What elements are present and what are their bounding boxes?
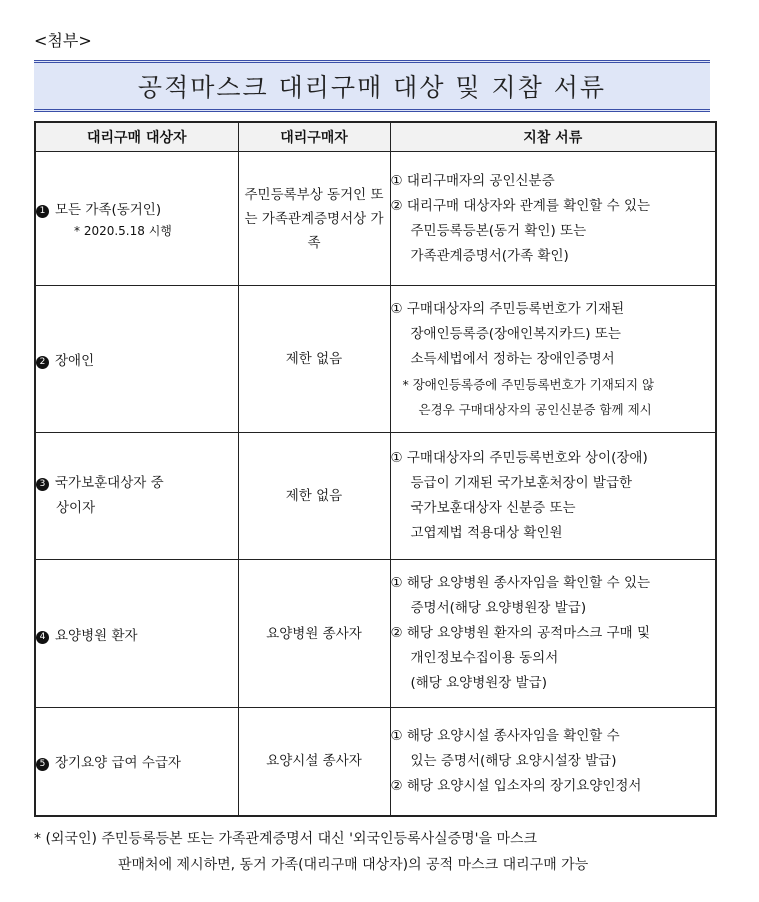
document-line: 장애인등록증(장애인복지카드) 또는 xyxy=(410,325,621,342)
buyer-cell: 요양병원 종사자 xyxy=(238,560,390,708)
documents-cell xyxy=(390,152,716,286)
footnote-line-1: * (외국인) 주민등록등본 또는 가족관계증명서 대신 '외국인등록사실증명'을 마스크 xyxy=(34,831,538,847)
documents-cell xyxy=(390,708,716,816)
buyer-cell: 제한 없음 xyxy=(238,433,390,560)
document-note: * 장애인등록증에 주민등록번호가 기재되지 않 xyxy=(402,376,655,392)
target-cell xyxy=(35,286,238,433)
buyer-cell: 주민등록부상 동거인 또는 가족관계증명서상 가족 xyxy=(238,152,390,286)
table-row xyxy=(35,708,716,816)
document-line: 개인정보수집이용 동의서 xyxy=(410,650,559,666)
buyer-cell: 요양시설 종사자 xyxy=(238,708,390,816)
target-label: 모든 가족(동거인) xyxy=(55,202,162,218)
effective-date-note: * 2020.5.18 시행 xyxy=(74,224,172,238)
page-title: 공적마스크 대리구매 대상 및 지참 서류 xyxy=(137,73,607,102)
number-badge: 3 xyxy=(36,478,49,491)
header-target: 대리구매 대상자 xyxy=(35,122,238,152)
table-header-row xyxy=(35,122,716,152)
target-label: 국가보훈대상자 중 xyxy=(55,475,164,491)
header-buyer: 대리구매자 xyxy=(238,122,390,152)
document-line: 소득세법에서 정하는 장애인증명서 xyxy=(410,350,615,367)
document-line: ② 해당 요양병원 환자의 공적마스크 구매 및 xyxy=(390,625,651,641)
document-line: 고엽제법 적용대상 확인원 xyxy=(410,525,563,541)
document-line: (해당 요양병원장 발급) xyxy=(410,675,547,691)
document-line: ① 해당 요양병원 종사자임을 확인할 수 있는 xyxy=(390,575,651,591)
table-row xyxy=(35,433,716,560)
document-line: ① 구매대상자의 주민등록번호와 상이(장애) xyxy=(390,450,648,466)
target-label: 요양병원 환자 xyxy=(55,627,138,644)
documents-cell xyxy=(390,433,716,560)
document-line: ① 해당 요양시설 종사자임을 확인할 수 xyxy=(390,727,620,744)
target-label: 장기요양 급여 수급자 xyxy=(55,755,181,772)
number-badge: 2 xyxy=(36,356,49,369)
target-cell xyxy=(35,708,238,816)
document-line: 주민등록등본(동거 확인) 또는 xyxy=(410,222,587,239)
table-row xyxy=(35,152,716,286)
document-line: 있는 증명서(해당 요양시설장 발급) xyxy=(410,752,617,769)
footnote xyxy=(34,826,588,878)
document-line: 가족관계증명서(가족 확인) xyxy=(410,247,569,264)
attachment-label: <첨부> xyxy=(34,31,92,50)
target-cell xyxy=(35,433,238,560)
number-badge: 5 xyxy=(36,758,49,771)
target-label-line2: 상이자 xyxy=(56,500,96,516)
footnote-line-2: 판매처에 제시하면, 동거 가족(대리구매 대상자)의 공적 마스크 대리구매 가능 xyxy=(118,857,589,873)
documents-cell xyxy=(390,286,716,433)
document-line: 증명서(해당 요양병원장 발급) xyxy=(410,600,587,616)
number-badge: 1 xyxy=(36,205,49,218)
table-row xyxy=(35,560,716,708)
target-cell xyxy=(35,560,238,708)
document-line: 국가보훈대상자 신분증 또는 xyxy=(410,500,576,516)
target-cell xyxy=(35,152,238,286)
document-line: 등급이 기재된 국가보훈처장이 발급한 xyxy=(410,475,633,491)
documents-cell xyxy=(390,560,716,708)
document-line: ① 구매대상자의 주민등록번호가 기재된 xyxy=(390,300,625,317)
document-line: ① 대리구매자의 공인신분증 xyxy=(390,172,555,189)
document-line: ② 대리구매 대상자와 관계를 확인할 수 있는 xyxy=(390,197,651,214)
header-documents: 지참 서류 xyxy=(390,122,716,152)
number-badge: 4 xyxy=(36,631,49,644)
document-line: ② 해당 요양시설 입소자의 장기요양인정서 xyxy=(390,777,642,794)
requirements-table xyxy=(34,121,717,817)
target-label: 장애인 xyxy=(55,353,95,369)
buyer-cell: 제한 없음 xyxy=(238,286,390,433)
table-row xyxy=(35,286,716,433)
document-note: 은경우 구매대상자의 공인신분증 함께 제시 xyxy=(418,401,652,417)
title-banner xyxy=(34,60,710,112)
